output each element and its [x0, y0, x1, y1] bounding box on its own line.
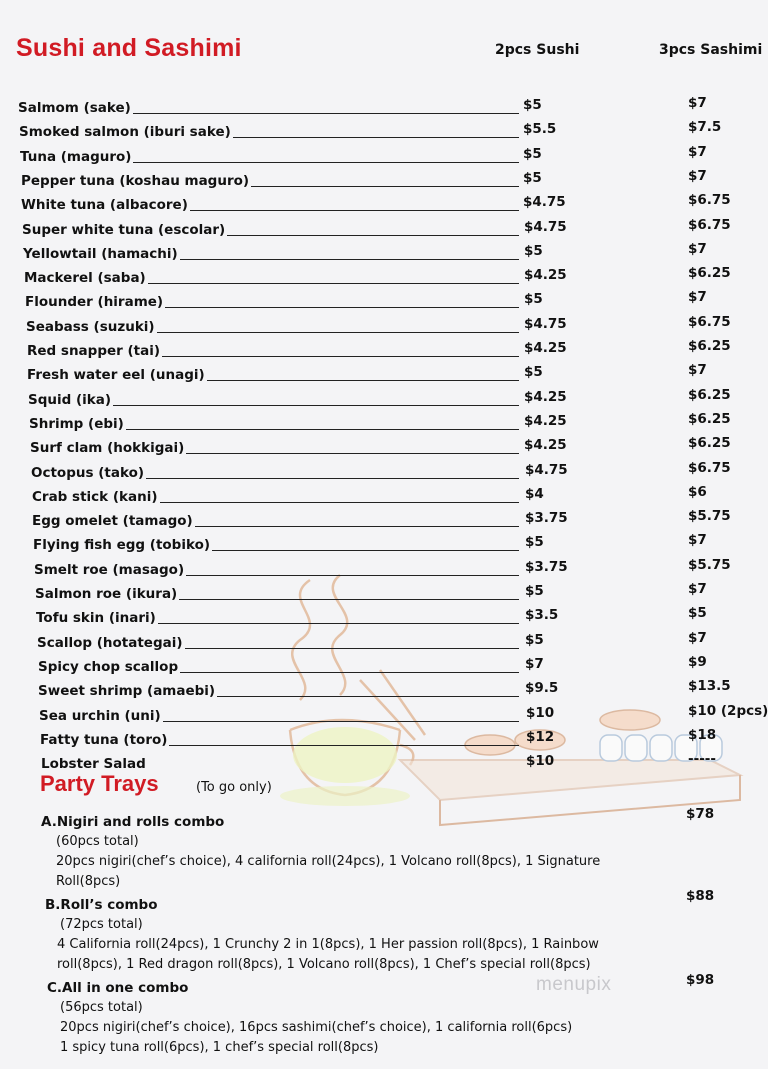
menu-item-name: Tofu skin (inari) [36, 610, 156, 626]
sashimi-price: $5 [688, 605, 707, 621]
sashimi-price: $7 [688, 362, 707, 378]
sashimi-price: $7 [688, 95, 707, 111]
sashimi-price: $6.75 [688, 314, 731, 330]
sushi-price: $5 [524, 291, 543, 307]
menu-item-name: Octopus (tako) [31, 465, 145, 481]
tray-price: $78 [686, 806, 715, 822]
leader-line [190, 210, 519, 211]
menu-item-name: Squid (ika) [28, 392, 112, 408]
sashimi-price: $7 [688, 144, 707, 160]
sushi-price: $5 [523, 170, 542, 186]
leader-line [233, 137, 519, 138]
leader-line [133, 113, 519, 114]
sashimi-price: $6.25 [688, 387, 731, 403]
menu-item-name: Mackerel (saba) [24, 270, 146, 286]
tray-description: 20pcs nigiri(chef’s choice), 4 california roll(24pcs), 1 Volcano roll(8pcs), 1 Signature [56, 854, 601, 869]
sushi-price: $5 [524, 243, 543, 259]
menu-item-name: Fatty tuna (toro) [40, 732, 168, 748]
menu-item-name: Seabass (suzuki) [26, 319, 155, 335]
leader-line [133, 162, 519, 163]
leader-line [169, 745, 519, 746]
leader-line [180, 259, 519, 260]
leader-line [113, 405, 519, 406]
sashimi-price: $5.75 [688, 557, 731, 573]
sashimi-price: $6.75 [688, 217, 731, 233]
tray-description: Roll(8pcs) [56, 874, 121, 889]
leader-line [195, 526, 519, 527]
leader-line [180, 672, 519, 673]
menu-item-name: Sweet shrimp (amaebi) [38, 683, 216, 699]
menu-item-name: Pepper tuna (koshau maguro) [21, 173, 250, 189]
sashimi-price: $7 [688, 581, 707, 597]
menu-item-name: Flounder (hirame) [25, 294, 164, 310]
leader-line [158, 623, 519, 624]
menu-item-name: Shrimp (ebi) [29, 416, 124, 432]
sushi-price: $4.25 [524, 340, 567, 356]
watermark: menupix [536, 974, 612, 995]
menu-item-name: Red snapper (tai) [27, 343, 161, 359]
sushi-price: $4 [525, 486, 544, 502]
menu-item-name: Tuna (maguro) [20, 149, 132, 165]
sushi-price: $4.75 [525, 462, 568, 478]
leader-line [163, 721, 519, 722]
menu-item-name: Flying fish egg (tobiko) [33, 537, 211, 553]
leader-line [186, 575, 519, 576]
menu-item-name: Crab stick (kani) [32, 489, 158, 505]
leader-line [251, 186, 519, 187]
sashimi-price: $7 [688, 289, 707, 305]
leader-line [126, 429, 519, 430]
menu-item-name: Salmon roe (ikura) [35, 586, 178, 602]
sushi-price: $5 [523, 97, 542, 113]
column-header-sushi: 2pcs Sushi [495, 42, 580, 58]
section-title: Sushi and Sashimi [16, 34, 242, 62]
menu-item-name: Surf clam (hokkigai) [30, 440, 185, 456]
tray-name: C.All in one combo [47, 980, 189, 996]
leader-line [212, 550, 519, 551]
tray-total: (72pcs total) [60, 917, 143, 932]
sushi-price: $4.25 [524, 413, 567, 429]
sushi-price: $9.5 [525, 680, 559, 696]
sashimi-price: $7 [688, 168, 707, 184]
leader-line [207, 380, 519, 381]
sashimi-price: $10 (2pcs) [688, 703, 768, 719]
menu-item-name: Egg omelet (tamago) [32, 513, 193, 529]
sushi-price: $5 [525, 632, 544, 648]
sushi-price: $3.75 [525, 510, 568, 526]
sashimi-price: $5.75 [688, 508, 731, 524]
sushi-price: $4.25 [524, 389, 567, 405]
sashimi-price: $6 [688, 484, 707, 500]
leader-line [179, 599, 519, 600]
sashimi-price: $7 [688, 630, 707, 646]
sashimi-price: $6.75 [688, 192, 731, 208]
tray-price: $88 [686, 888, 715, 904]
party-trays-note: (To go only) [196, 780, 272, 795]
menu-item-name: Yellowtail (hamachi) [23, 246, 178, 262]
tray-total: (56pcs total) [60, 1000, 143, 1015]
menu-item-name: Salmom (sake) [18, 100, 131, 116]
leader-line [165, 307, 519, 308]
menu-item-name: Smoked salmon (iburi sake) [19, 124, 231, 140]
sashimi-price: $13.5 [688, 678, 731, 694]
sushi-price: $5 [523, 146, 542, 162]
sushi-price: $3.75 [525, 559, 568, 575]
sushi-price: $3.5 [525, 607, 559, 623]
sushi-price: $5 [525, 583, 544, 599]
leader-line [227, 235, 519, 236]
leader-line [162, 356, 519, 357]
menu-item-name: Smelt roe (masago) [34, 562, 185, 578]
sashimi-price: $9 [688, 654, 707, 670]
leader-line [146, 478, 519, 479]
sushi-price: $5 [525, 534, 544, 550]
sushi-price: $4.75 [524, 316, 567, 332]
leader-line [157, 332, 519, 333]
party-trays-title: Party Trays [40, 771, 159, 796]
tray-name: B.Roll’s combo [45, 897, 158, 913]
menu-item-name: White tuna (albacore) [21, 197, 188, 213]
column-header-sashimi: 3pcs Sashimi [659, 42, 763, 58]
leader-line [185, 648, 519, 649]
leader-line [160, 502, 519, 503]
tray-total: (60pcs total) [56, 834, 139, 849]
leader-line [217, 696, 519, 697]
leader-line [148, 283, 519, 284]
sashimi-price: $6.25 [688, 338, 731, 354]
tray-name: A.Nigiri and rolls combo [41, 814, 225, 830]
sushi-price: $4.75 [523, 194, 566, 210]
sashimi-price: $6.25 [688, 265, 731, 281]
sushi-price: $5.5 [523, 121, 557, 137]
menu-item-name: Sea urchin (uni) [39, 708, 161, 724]
tray-description: 20pcs nigiri(chef’s choice), 16pcs sashimi(chef’s choice), 1 california roll(6pcs) [60, 1020, 573, 1035]
sushi-price: $5 [524, 364, 543, 380]
leader-line [186, 453, 519, 454]
sashimi-price: $7 [688, 532, 707, 548]
sushi-price: $7 [525, 656, 544, 672]
tray-price: $98 [686, 972, 715, 988]
menu-item-name: Fresh water eel (unagi) [27, 367, 205, 383]
sashimi-price: $6.25 [688, 435, 731, 451]
menu-item-name: Super white tuna (escolar) [22, 222, 226, 238]
tray-description: 4 California roll(24pcs), 1 Crunchy 2 in 1(8pcs), 1 Her passion roll(8pcs), 1 Rainbow [57, 937, 599, 952]
sushi-price: $10 [526, 705, 555, 721]
sushi-price: $12 [526, 729, 555, 745]
menu-item-name: Lobster Salad [41, 756, 146, 772]
sashimi-price: ----- [688, 751, 717, 767]
sashimi-price: $7.5 [688, 119, 722, 135]
sushi-price: $10 [526, 753, 555, 769]
sushi-price: $4.75 [524, 219, 567, 235]
sashimi-price: $18 [688, 727, 717, 743]
sushi-price: $4.25 [524, 437, 567, 453]
tray-description: 1 spicy tuna roll(6pcs), 1 chef’s special roll(8pcs) [60, 1040, 379, 1055]
sashimi-price: $7 [688, 241, 707, 257]
menu-item-name: Spicy chop scallop [38, 659, 179, 675]
sushi-price: $4.25 [524, 267, 567, 283]
tray-description: roll(8pcs), 1 Red dragon roll(8pcs), 1 Volcano roll(8pcs), 1 Chef’s special roll(8pcs) [57, 957, 591, 972]
menu-item-name: Scallop (hotategai) [37, 635, 183, 651]
sashimi-price: $6.25 [688, 411, 731, 427]
sashimi-price: $6.75 [688, 460, 731, 476]
